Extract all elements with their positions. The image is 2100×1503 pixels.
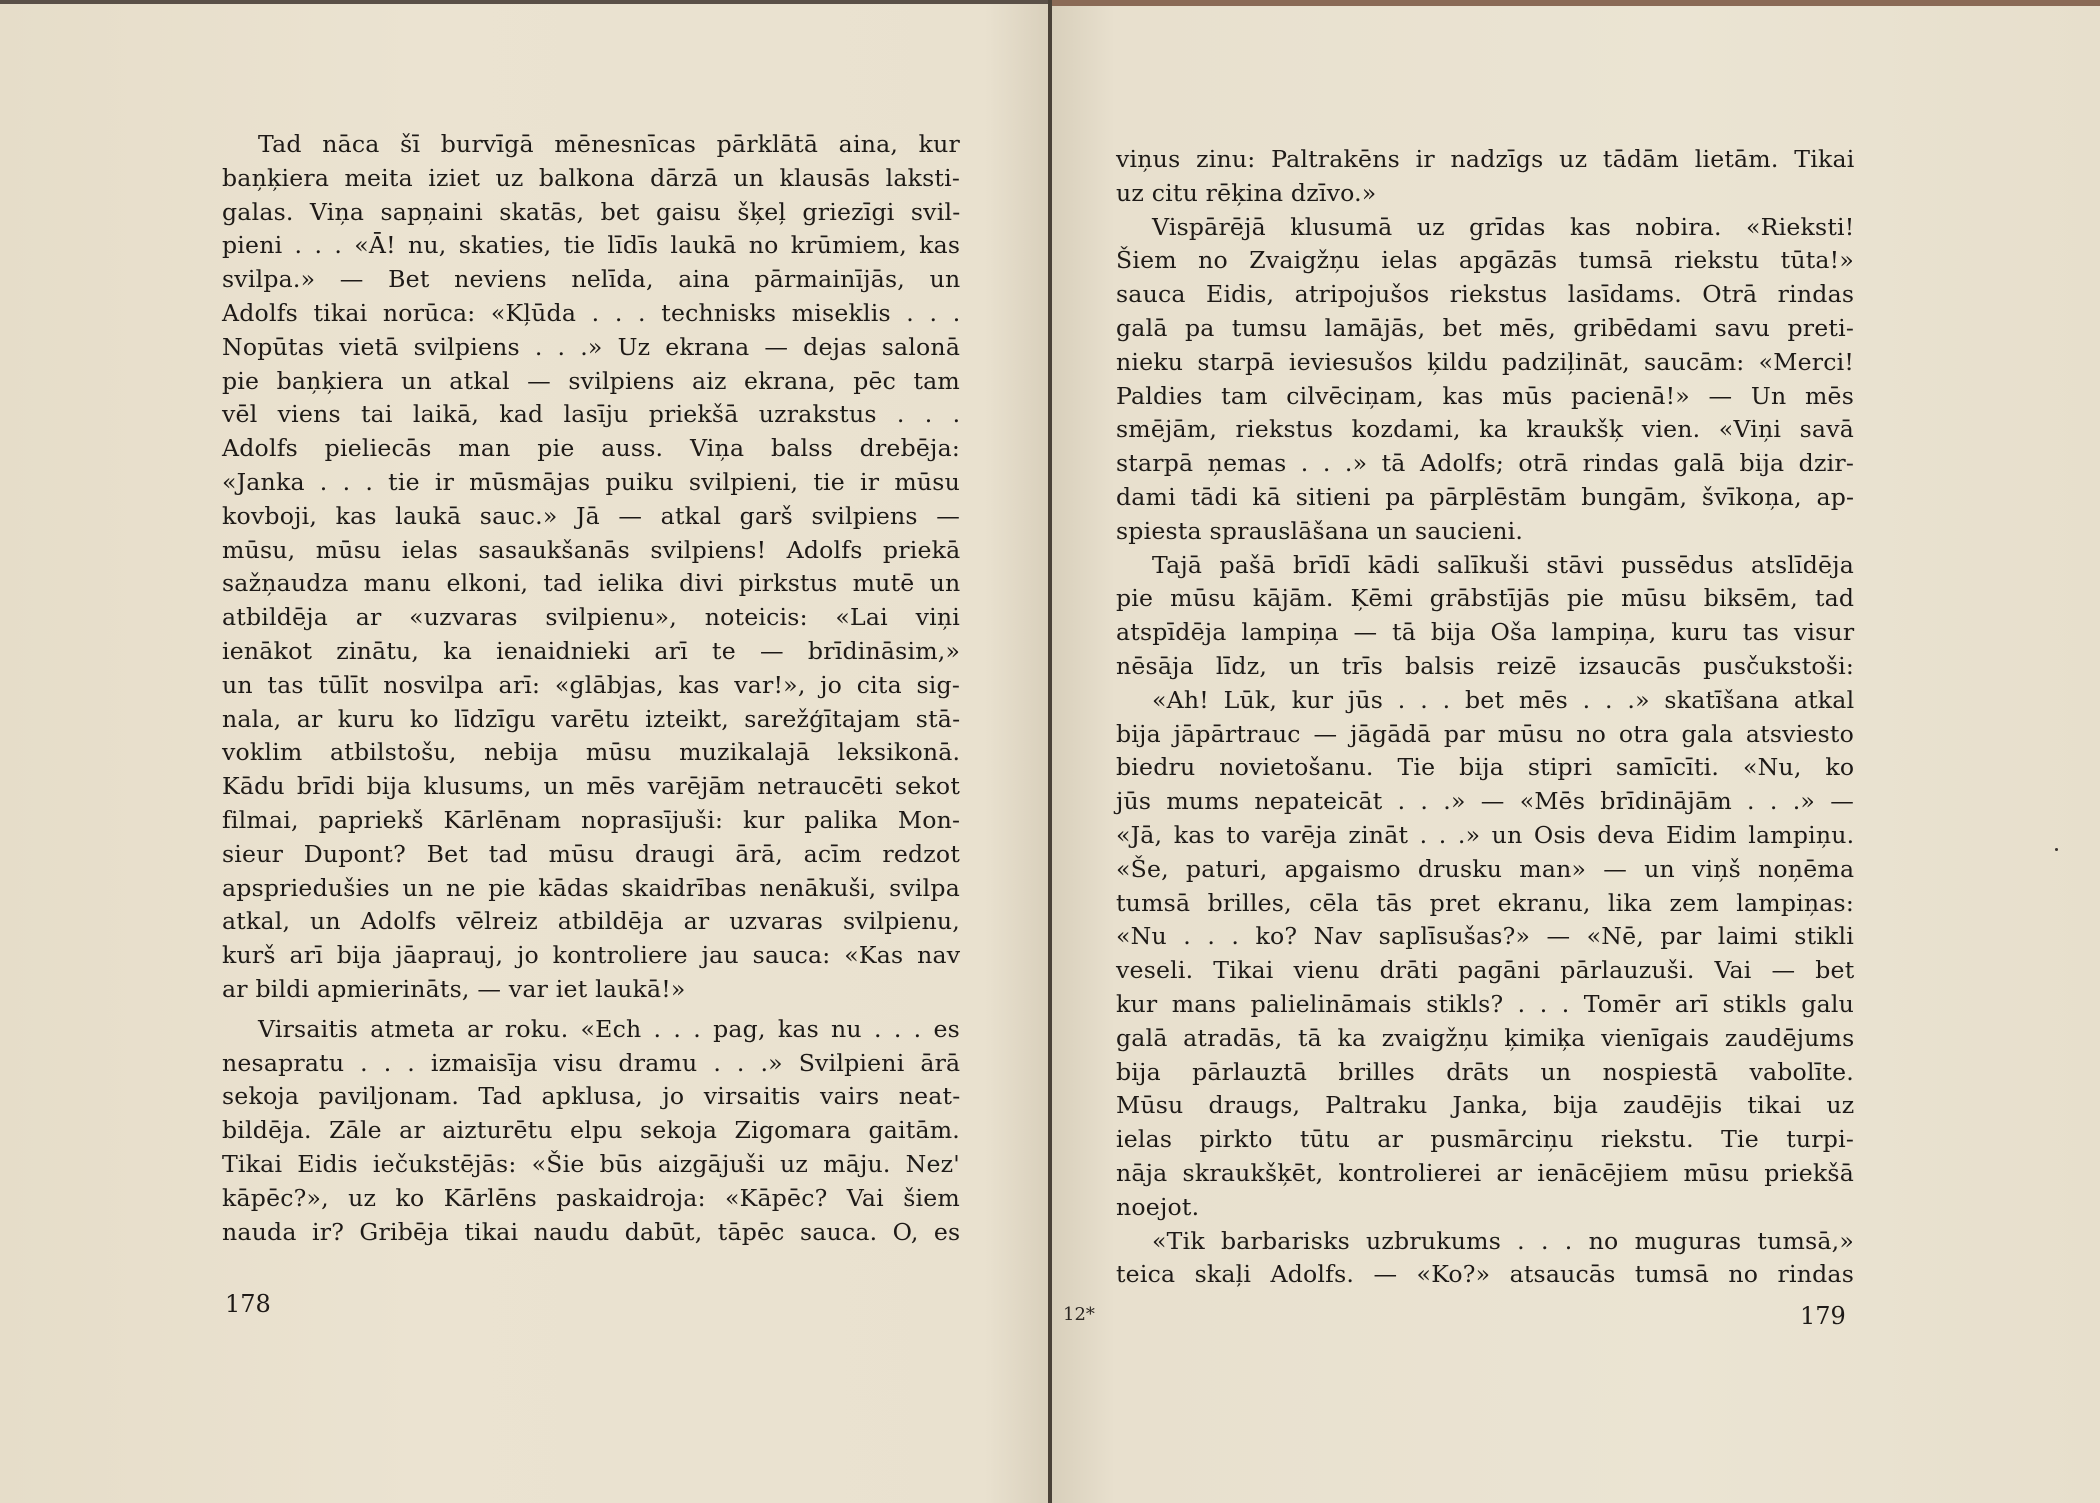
text-line: smējām, riekstus kozdami, ka kraukšķ vien. «Viņi savā	[1116, 415, 1854, 444]
text-line: sažņaudza manu elkoni, tad ielika divi pirkstus mutē un	[222, 569, 961, 598]
text-line: veseli. Tikai vienu drāti pagāni pārlauzuši. Vai — bet	[1116, 956, 1855, 985]
page-number: 178	[225, 1290, 271, 1318]
text-line: bija jāpārtrauc — jāgādā par mūsu no otra gala atsviesto	[1116, 719, 1854, 748]
text-line: Paldies tam cilvēciņam, kas mūs pacienā!» — Un mēs	[1116, 381, 1854, 410]
left-page	[0, 0, 1048, 1503]
paper-speck	[2055, 848, 2058, 851]
text-line: Tad nāca šī burvīgā mēnesnīcas pārklātā aina, kur	[258, 130, 960, 158]
text-line: voklim atbilstošu, nebija mūsu muzikalajā leksikonā.	[222, 738, 961, 767]
text-line: atkal, un Adolfs vēlreiz atbildēja ar uzvaras svilpienu,	[222, 907, 960, 936]
text-line: Adolfs tikai norūca: «Kļūda . . . technisks miseklis . . .	[222, 298, 961, 327]
text-line: uz citu rēķina dzīvo.»	[1116, 178, 1377, 207]
text-line: tumsā brilles, cēla tās pret ekranu, lika zem lampiņas:	[1116, 888, 1854, 917]
text-line: kurš arī bija jāaprauj, jo kontroliere jau sauca: «Kas nav	[222, 941, 961, 970]
text-line: sieur Dupont? Bet tad mūsu draugi ārā, acīm redzot	[222, 839, 961, 868]
text-line: jūs mums nepateicāt . . .» — «Mēs brīdinājām . . .» —	[1116, 787, 1854, 816]
text-line: «Ah! Lūk, kur jūs . . . bet mēs . . .» skatīšana atkal	[1152, 685, 1855, 714]
page-number: 179	[1800, 1302, 1846, 1330]
text-line: Mūsu draugs, Paltraku Janka, bija zaudējis tikai uz	[1116, 1091, 1855, 1120]
text-line: Tikai Eidis iečukstējās: «Šie būs aizgājuši uz māju. Nez'	[222, 1149, 960, 1178]
text-line: noejot.	[1116, 1192, 1200, 1221]
text-line: ienākot zinātu, ka ienaidnieki arī te — brīdināsim,»	[222, 636, 961, 665]
text-line: nieku starpā ieviesušos ķildu padziļināt, saucām: «Merci!	[1116, 347, 1855, 376]
right-page	[1052, 0, 2100, 1503]
text-line: nēsāja līdz, un trīs balsis reizē izsaucās pusčukstoši:	[1116, 651, 1855, 680]
text-line: biedru novietošanu. Tie bija stipri samīcīti. «Nu, ko	[1116, 753, 1855, 782]
text-line: ielas pirkto tūtu ar pusmārciņu riekstu. Tie turpi-	[1116, 1125, 1854, 1154]
text-line: vēl viens tai laikā, kad lasīju priekšā uzrakstus . . .	[222, 400, 961, 429]
text-line: spiesta sprauslāšana un saucieni.	[1116, 516, 1524, 545]
text-line: pie baņķiera un atkal — svilpiens aiz ekrana, pēc tam	[222, 366, 960, 395]
text-line: Kādu brīdi bija klusums, un mēs varējām netraucēti sekot	[222, 772, 960, 801]
text-line: viņus zinu: Paltrakēns ir nadzīgs uz tādām lietām. Tikai	[1116, 145, 1855, 173]
text-line: Vispārējā klusumā uz grīdas kas nobira. «Rieksti!	[1152, 212, 1855, 241]
signature-mark: 12*	[1063, 1304, 1095, 1325]
text-line: bija pārlauztā brilles drāts un nospiestā vabolīte.	[1116, 1057, 1854, 1086]
text-line: dami tādi kā sitieni pa pārplēstām bungām, švīkoņa, ap-	[1116, 482, 1855, 511]
text-line: baņķiera meita iziet uz balkona dārzā un klausās laksti-	[222, 163, 960, 192]
text-line: Šiem no Zvaigžņu ielas apgāzās tumsā riekstu tūta!»	[1116, 246, 1854, 275]
text-line: nala, ar kuru ko līdzīgu varētu izteikt, sarežģītajam stā-	[222, 704, 961, 733]
text-line: kur mans palielināmais stikls? . . . Tomēr arī stikls galu	[1116, 989, 1854, 1018]
text-line: Nopūtas vietā svilpiens . . .» Uz ekrana — dejas salonā	[222, 332, 961, 361]
text-line: kovboji, kas laukā sauc.» Jā — atkal garš svilpiens —	[222, 501, 960, 530]
text-line: galā atradās, tā ka zvaigžņu ķimiķa vienīgais zaudējums	[1116, 1023, 1855, 1052]
text-line: bildēja. Zāle ar aizturētu elpu sekoja Zigomara gaitām.	[222, 1116, 960, 1145]
text-line: «Nu . . . ko? Nav saplīsušas?» — «Nē, par laimi stikli	[1116, 922, 1854, 951]
text-line: sekoja paviljonam. Tad apklusa, jo virsaitis vairs neat-	[222, 1082, 961, 1111]
text-line: galas. Viņa sapņaini skatās, bet gaisu šķeļ griezīgi svil-	[222, 197, 961, 226]
text-line: nauda ir? Gribēja tikai naudu dabūt, tāpēc sauca. O, es	[222, 1217, 961, 1246]
text-line: filmai, papriekš Kārlēnam noprasījuši: kur palika Mon-	[222, 805, 961, 834]
text-line: svilpa.» — Bet neviens nelīda, aina pārmainījās, un	[222, 265, 961, 294]
text-line: starpā ņemas . . .» tā Adolfs; otrā rindas galā bija dzir-	[1116, 449, 1854, 478]
text-line: pieni . . . «Ā! nu, skaties, tie līdīs laukā no krūmiem, kas	[222, 231, 961, 260]
text-line: galā pa tumsu lamājās, bet mēs, gribēdami savu preti-	[1116, 313, 1854, 342]
text-line: «Jā, kas to varēja zināt . . .» un Osis deva Eidim lampiņu.	[1116, 820, 1855, 849]
text-line: Virsaitis atmeta ar roku. «Ech . . . pag, kas nu . . . es	[258, 1014, 960, 1043]
text-line: «Še, paturi, apgaismo drusku man» — un viņš noņēma	[1116, 854, 1855, 883]
text-line: Tajā pašā brīdī kādi salīkuši stāvi pussēdus atslīdēja	[1152, 550, 1854, 579]
right-page-text	[1116, 143, 1854, 1292]
text-line: apspriedušies un ne pie kādas skaidrības nenākuši, svilpa	[222, 873, 960, 902]
text-line: nesapratu . . . izmaisīja visu dramu . . .» Svilpieni ārā	[222, 1048, 961, 1077]
text-line: pie mūsu kājām. Ķēmi grābstījās pie mūsu biksēm, tad	[1116, 584, 1855, 613]
text-line: mūsu, mūsu ielas sasaukšanās svilpiens! Adolfs priekā	[222, 535, 961, 564]
text-line: ar bildi apmierināts, — var iet laukā!»	[222, 974, 686, 1003]
text-line: «Janka . . . tie ir mūsmājas puiku svilpieni, tie ir mūsu	[222, 467, 960, 496]
text-line: sauca Eidis, atripojušos riekstus lasīdams. Otrā rindas	[1116, 280, 1855, 309]
text-line: teica skaļi Adolfs. — «Ko?» atsaucās tumsā no rindas	[1116, 1260, 1855, 1289]
text-line: atspīdēja lampiņa — tā bija Oša lampiņa, kuru tas visur	[1116, 618, 1855, 647]
text-line: kāpēc?», uz ko Kārlēns paskaidroja: «Kāpēc? Vai šiem	[222, 1183, 960, 1212]
left-page-text	[222, 128, 960, 1249]
text-line: «Tik barbarisks uzbrukums . . . no muguras tumsā,»	[1152, 1226, 1854, 1255]
text-line: nāja skraukšķēt, kontrolierei ar ienācējiem mūsu priekšā	[1116, 1158, 1854, 1187]
text-line: atbildēja ar «uzvaras svilpienu», noteicis: «Lai viņi	[222, 603, 961, 632]
text-line: un tas tūlīt nosvilpa arī: «glābjas, kas var!», jo cita sig-	[222, 670, 960, 699]
text-line: Adolfs pieliecās man pie auss. Viņa balss drebēja:	[222, 434, 960, 463]
